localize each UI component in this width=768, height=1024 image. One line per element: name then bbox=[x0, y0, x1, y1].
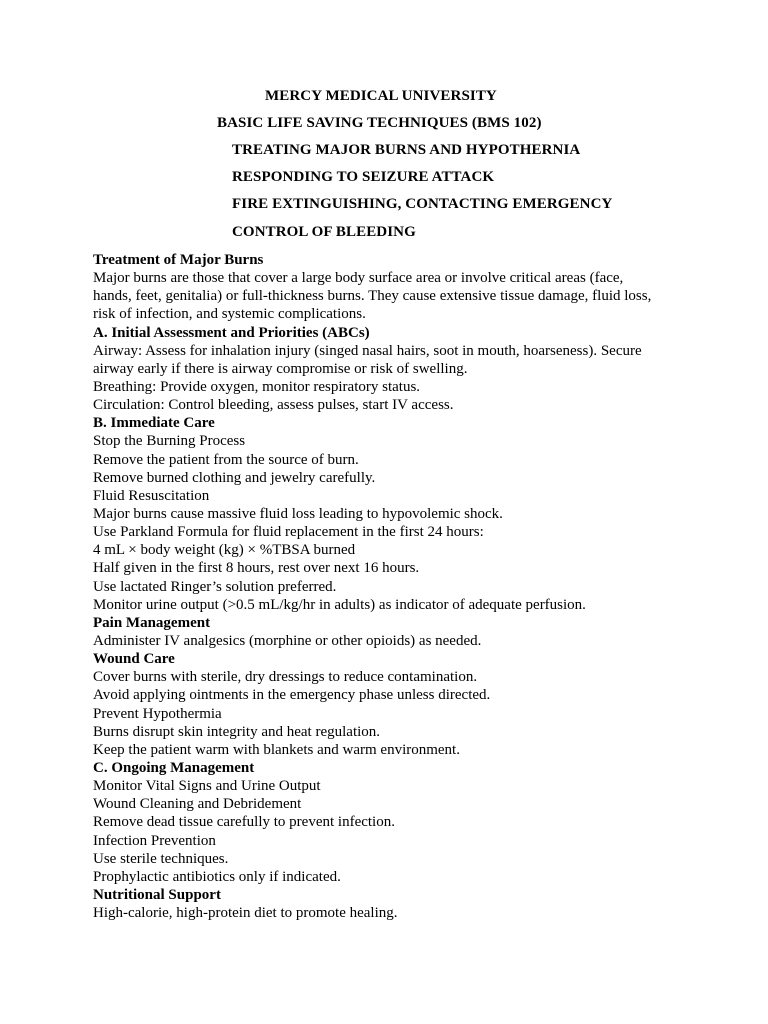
body-text-line: Cover burns with sterile, dry dressings to reduce contamination. bbox=[93, 669, 478, 686]
body-text-line: Use lactated Ringer’s solution preferred. bbox=[93, 578, 337, 595]
section-heading: A. Initial Assessment and Priorities (ABCs) bbox=[93, 324, 370, 341]
topic-heading: FIRE EXTINGUISHING, CONTACTING EMERGENCY bbox=[232, 196, 613, 212]
body-text-line: Stop the Burning Process bbox=[93, 433, 246, 450]
topic-heading: TREATING MAJOR BURNS AND HYPOTHERNIA bbox=[232, 142, 581, 158]
body-text-line: Half given in the first 8 hours, rest over next 16 hours. bbox=[93, 560, 420, 577]
body-text-line: Fluid Resuscitation bbox=[93, 487, 210, 504]
body-text-line: Monitor Vital Signs and Urine Output bbox=[93, 778, 321, 795]
body-text-line: Circulation: Control bleeding, assess pulses, start IV access. bbox=[93, 397, 454, 414]
body-text-line: airway early if there is airway compromise or risk of swelling. bbox=[93, 360, 468, 377]
body-text-line: High-calorie, high-protein diet to promote healing. bbox=[93, 905, 398, 922]
body-text-line: Remove the patient from the source of burn. bbox=[93, 451, 359, 468]
section-heading: Pain Management bbox=[93, 614, 211, 631]
topic-heading: RESPONDING TO SEIZURE ATTACK bbox=[232, 169, 495, 185]
section-heading: Treatment of Major Burns bbox=[93, 252, 264, 268]
body-text-line: 4 mL × body weight (kg) × %TBSA burned bbox=[93, 542, 356, 559]
topic-heading: CONTROL OF BLEEDING bbox=[232, 224, 416, 240]
university-title: MERCY MEDICAL UNIVERSITY bbox=[265, 88, 497, 104]
body-text-line: Infection Prevention bbox=[93, 832, 216, 849]
body-text-line: Airway: Assess for inhalation injury (singed nasal hairs, soot in mouth, hoarseness). Secure bbox=[93, 342, 642, 359]
section-heading: Nutritional Support bbox=[93, 886, 221, 903]
body-text-line: Monitor urine output (>0.5 mL/kg/hr in adults) as indicator of adequate perfusion. bbox=[93, 596, 586, 613]
body-text-line: Breathing: Provide oxygen, monitor respiratory status. bbox=[93, 378, 421, 395]
body-text-line: risk of infection, and systemic complications. bbox=[93, 306, 366, 323]
course-title: BASIC LIFE SAVING TECHNIQUES (BMS 102) bbox=[217, 115, 542, 131]
document-body bbox=[93, 251, 693, 922]
body-text-line: Keep the patient warm with blankets and warm environment. bbox=[93, 741, 460, 758]
body-text-line: Remove burned clothing and jewelry carefully. bbox=[93, 469, 376, 486]
body-text-line: Use Parkland Formula for fluid replacement in the first 24 hours: bbox=[93, 524, 484, 541]
body-text-line: Major burns cause massive fluid loss leading to hypovolemic shock. bbox=[93, 505, 503, 522]
section-heading: Wound Care bbox=[93, 651, 175, 668]
body-text-line: Avoid applying ointments in the emergency phase unless directed. bbox=[93, 687, 491, 704]
body-text-line: Use sterile techniques. bbox=[93, 850, 229, 867]
section-heading: C. Ongoing Management bbox=[93, 759, 255, 776]
body-text-line: Prophylactic antibiotics only if indicated. bbox=[93, 868, 341, 885]
body-text-line: Administer IV analgesics (morphine or other opioids) as needed. bbox=[93, 632, 482, 649]
body-text-line: Burns disrupt skin integrity and heat regulation. bbox=[93, 723, 381, 740]
body-text-line: hands, feet, genitalia) or full-thickness burns. They cause extensive tissue damage, fluid loss, bbox=[93, 288, 652, 305]
body-text-line: Major burns are those that cover a large body surface area or involve critical areas (face, bbox=[93, 270, 624, 287]
body-text-line: Wound Cleaning and Debridement bbox=[93, 796, 302, 813]
body-text-line: Prevent Hypothermia bbox=[93, 705, 222, 722]
section-heading: B. Immediate Care bbox=[93, 415, 215, 432]
body-text-line: Remove dead tissue carefully to prevent infection. bbox=[93, 814, 395, 831]
